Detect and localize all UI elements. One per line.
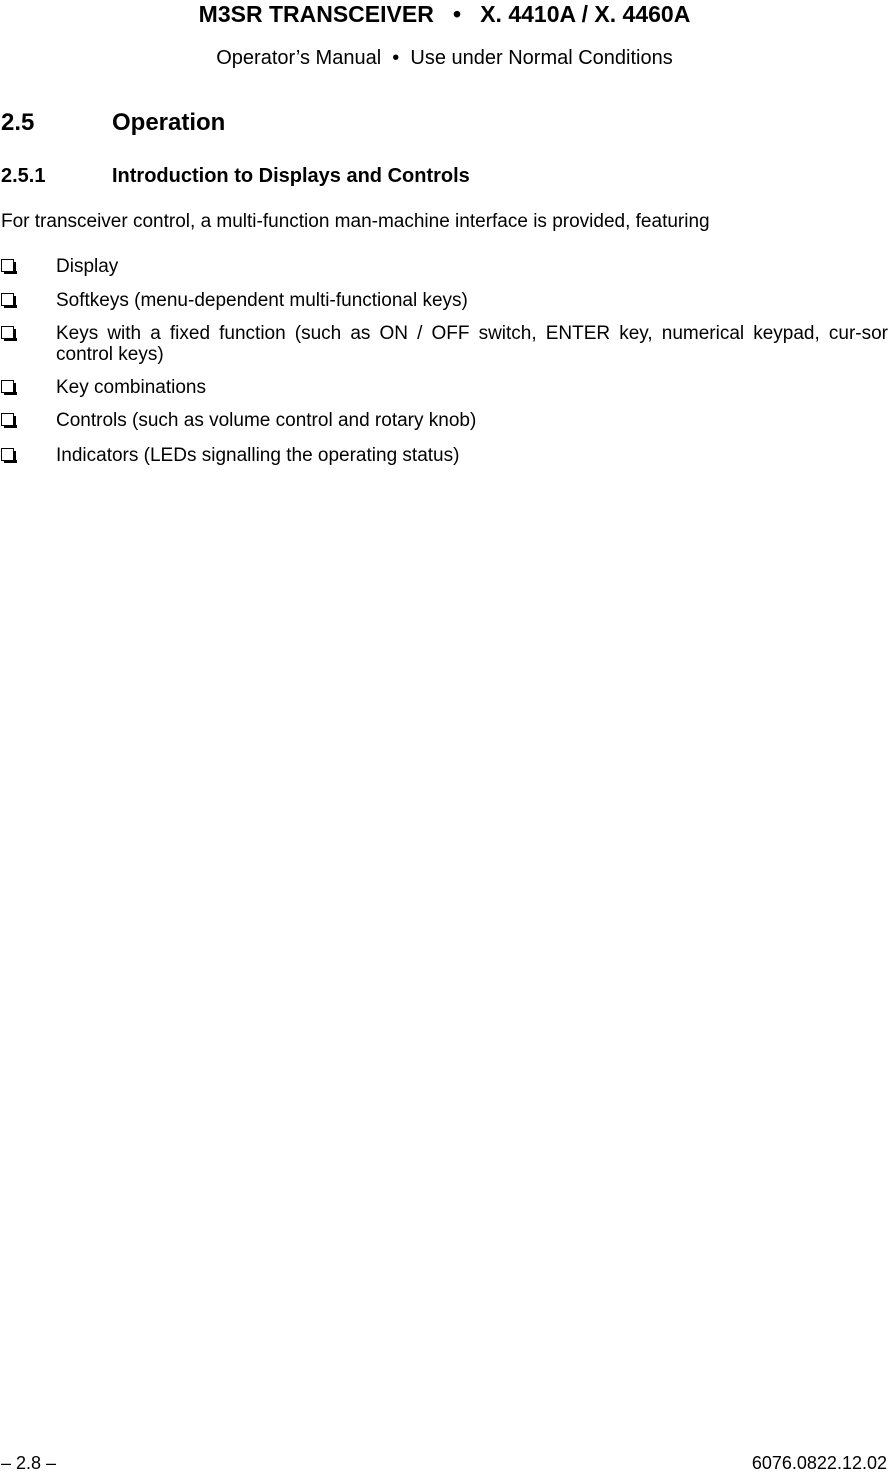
document-code: 6076.0822.12.02 [751,1453,887,1473]
checkbox-icon [1,380,14,393]
section-number: 2.5 [1,109,35,136]
list-item-text: Controls (such as volume control and rotary knob) [56,410,477,431]
subsection-title: Introduction to Displays and Controls [112,165,470,187]
checkbox-icon [1,448,14,461]
subsection-number: 2.5.1 [1,165,46,187]
checkbox-icon [1,326,14,339]
list-item-text: Indicators (LEDs signalling the operating status) [56,445,460,466]
header-title: M3SR TRANSCEIVER • X. 4410A / X. 4460A [198,1,691,27]
list-item-text: Keys with a fixed function (such as ON / OFF switch, ENTER key, numerical keypad, cur-sor control keys) [56,323,888,365]
header-subtitle: Operator’s Manual • Use under Normal Conditions [216,47,673,69]
section-title: Operation [112,109,226,136]
list-item-text: Softkeys (menu-dependent multi-functional keys) [56,290,468,311]
checkbox-icon [1,293,14,306]
checkbox-icon [1,259,14,272]
list-item-text: Display [56,256,119,277]
page-number: – 2.8 – [1,1453,57,1473]
checkbox-icon [1,413,14,426]
intro-paragraph: For transceiver control, a multi-function man-machine interface is provided, featuring [1,211,710,232]
list-item-text: Key combinations [56,377,206,398]
